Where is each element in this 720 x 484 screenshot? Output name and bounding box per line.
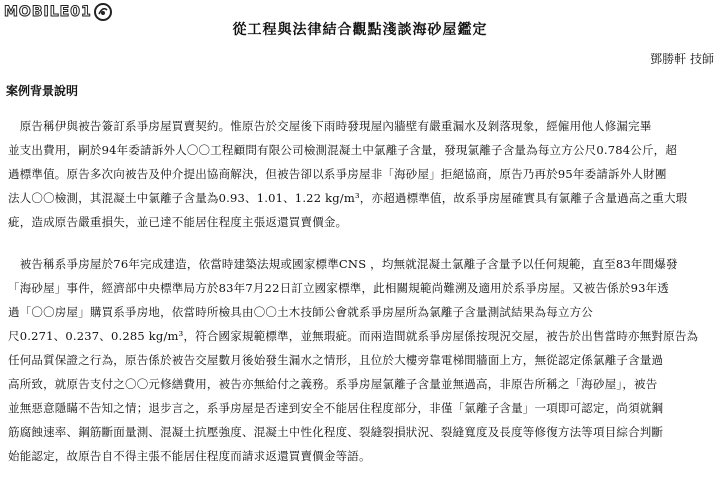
paragraph-line: 被告稱系爭房屋於76年完成建造，依當時建築法規或國家標準CNS ，均無就混凝土氯離子含量予以任何規範，直至83年間爆發 [8, 257, 678, 271]
paragraph-line: 疵，造成原告嚴重損失，並已達不能居住程度主張返還買賣價金。 [8, 215, 348, 229]
section-heading: 案例背景說明 [6, 84, 79, 98]
paragraph-line: 並無惡意隱瞞不告知之情；退步言之，系爭房屋是否達到安全不能居住程度部分，非僅「氯離子含量」一項即可認定，尚須就鋼 [8, 401, 664, 415]
site-logo[interactable] [4, 2, 113, 22]
paragraph-line: 過標準值。原告多次向被告及仲介提出協商解決，但被告卻以系爭房屋非「海砂屋」拒絕協商，原告乃再於95年委請訴外人財團 [8, 167, 667, 181]
paragraph-line: 筋腐蝕速率、鋼筋斷面量測、混凝土抗壓強度、混凝土中性化程度、裂縫裂損狀況、裂縫寬度及長度等修復方法等項目綜合判斷 [8, 425, 664, 439]
document-title: 從工程與法律結合觀點淺談海砂屋鑑定 [232, 22, 488, 38]
paragraph-line: 「海砂屋」事件，經濟部中央標準局方於83年7月22日訂立國家標準，此相關規範尚難溯及適用於系爭房屋。又被告係於93年透 [8, 281, 670, 295]
paragraph-line: 過「〇〇房屋」購買系爭房地，依當時所檢具由〇〇土木技師公會就系爭房屋所為氯離子含量測試結果為每立方公 [8, 305, 593, 319]
paragraph-line: 始能認定，故原告自不得主張不能居住程度而請求返還買賣價金等語。 [8, 449, 371, 463]
paragraph-line: 任何品質保證之行為，原告係於被告交屋數月後始發生漏水之情形，且位於大樓旁靠電梯間牆面上方，無從認定係氯離子含量過 [8, 353, 664, 367]
paragraph-plaintiff [8, 114, 712, 234]
author-name: 鄧勝軒 技師 [650, 52, 714, 66]
mobile01-logo-icon [93, 2, 113, 22]
logo-text: MOBILE01 [4, 4, 92, 20]
paragraph-line: 法人〇〇檢測，其混凝土中氯離子含量為0.93、1.01、1.22 kg/m³，亦超過標準值，故系爭房屋確實具有氯離子含量過高之重大瑕 [8, 191, 688, 205]
paragraph-line: 尺0.271、0.237、0.285 kg/m³，符合國家規範標準，並無瑕疵。而兩造間就系爭房屋係按現況交屋，被告於出售當時亦無對原告為 [8, 329, 699, 343]
paragraph-line: 並支出費用，嗣於94年委請訴外人〇〇工程顧問有限公司檢測混凝土中氯離子含量，發現氯離子含量為每立方公尺0.784公斤，超 [8, 143, 678, 157]
paragraph-defendant [8, 252, 712, 468]
paragraph-line: 原告稱伊與被告簽訂系爭房屋買賣契約。惟原告於交屋後下雨時發現屋內牆壁有嚴重漏水及剝落現象，經僱用他人修漏完畢 [8, 119, 652, 133]
paragraph-line: 高所致，就原告支付之〇〇元修繕費用，被告亦無給付之義務。系爭房屋氯離子含量並無過高，非原告所稱之「海砂屋」，被告 [8, 377, 658, 391]
